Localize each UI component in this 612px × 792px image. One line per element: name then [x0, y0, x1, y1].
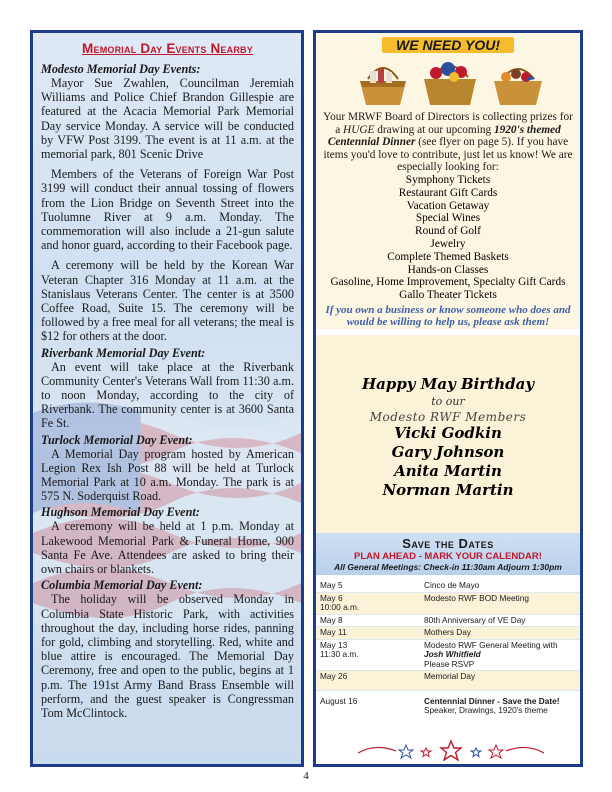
birthday-name: Norman Martin [382, 481, 514, 499]
paragraph: Members of the Veterans of Foreign War Post 3199 will conduct their annual tossing of flowers from the Lion Bridge on Seventh Street into the Tuolumne River at 9 a.m. Monday. The commemoration will also include a 21-gun salute and honor guard, according to their Facebook page. [41, 167, 294, 253]
table-row [316, 614, 580, 627]
list-item: Symphony Tickets [405, 173, 491, 186]
paragraph: A ceremony will be held at 1 p.m. Monday at Lakewood Memorial Park & Funeral Home, 900 Santa Fe Ave. Attendees are asked to bring their own chairs or blankets. [41, 519, 294, 577]
gift-basket-icon [320, 57, 582, 109]
table-row [316, 580, 580, 592]
we-need-you-section [316, 33, 580, 329]
event-name: Mothers Day [424, 627, 472, 637]
right-panel [313, 30, 583, 767]
gift-baskets-image [320, 57, 576, 109]
birthday-title: Happy May Birthday [361, 375, 535, 393]
stars-decoration-icon [356, 739, 546, 761]
list-item: Gallo Theater Tickets [399, 289, 497, 302]
table-row [316, 671, 580, 691]
birthday-name: Anita Martin [394, 462, 502, 480]
section-heading-hughson: Hughson Memorial Day Event: [41, 505, 200, 520]
event-name: Modesto RWF BOD Meeting [424, 592, 529, 603]
paragraph: The holiday will be observed Monday in Columbia State Historic Park, with activities throughout the day, including horse rides, panning for gold, climbing and storytelling. Red, white and blue attire is encouraged. The Memorial Day Ceremony, free and open to the public, begins at 1 p.m. The 191st Army Band Brass Ensemble will perform, and the guest speaker is Congressman Tom McClintock. [41, 592, 294, 720]
business-ask: If you own a business or know someone who does and would be willing to help us, please ask them! [325, 303, 571, 328]
paragraph: A Memorial Day program hosted by American Legion Rex Ish Post 88 will be held at Turlock Memorial Park at 10 a.m. Monday. The park is at 575 N. Soderquist Road. [41, 446, 294, 504]
table-row [316, 639, 580, 671]
event-date: May 26 [320, 671, 348, 681]
event-date: May 5 [320, 580, 343, 590]
birthday-members: Modesto RWF Members [369, 410, 527, 424]
list-item: Vacation Getaway [406, 199, 490, 212]
list-item: Restaurant Gift Cards [398, 186, 498, 199]
event-name: Cinco de Mayo [424, 580, 480, 590]
meetings-note: All General Meetings: Check-in 11:30am Adjourn 1:30pm [334, 562, 562, 572]
list-item: Special Wines [415, 212, 481, 225]
event-date: May 13 11:30 a.m. [320, 639, 359, 659]
list-item: Complete Themed Baskets [387, 250, 509, 263]
save-dates-header [316, 533, 580, 575]
birthday-name: Vicki Godkin [394, 424, 502, 442]
section-heading-turlock: Turlock Memorial Day Event: [41, 432, 193, 447]
event-name: 80th Anniversary of VE Day [424, 614, 526, 625]
event-name: Modesto RWF General Meeting with Josh Whitfield Please RSVP [424, 639, 558, 669]
birthday-section [316, 335, 580, 533]
event-name: Centennial Dinner - Save the Date! Speaker, Drawings, 1920's theme [424, 695, 560, 715]
table-row [316, 690, 580, 717]
event-name: Memorial Day [424, 671, 476, 681]
birthday-name: Gary Johnson [391, 443, 505, 461]
list-item: Round of Golf [415, 225, 481, 238]
list-item: Gasoline, Home Improvement, Specialty Gift Cards [330, 276, 566, 289]
panel-title: Memorial Day Events Nearby [82, 41, 253, 56]
page-number: 4 [303, 770, 309, 782]
event-date: May 6 10:00 a.m. [320, 592, 360, 612]
memorial-day-panel [30, 30, 304, 767]
event-date: May 11 [320, 627, 347, 637]
paragraph: Mayor Sue Zwahlen, Councilman Jeremiah Williams and Police Chief Brandon Gillespie are featured at the Acacia Memorial Park Memorial Day service Monday. A service will be conducted by VFW Post 3199. The event is at 11 a.m. at the memorial park, 801 Scenic Drive [41, 76, 294, 162]
save-dates-title: Save the Dates [402, 536, 494, 551]
section-heading-modesto: Modesto Memorial Day Events: [41, 62, 201, 76]
table-row [316, 627, 580, 640]
section-heading-riverbank: Riverbank Memorial Day Event: [41, 345, 206, 360]
list-item: Jewelry [430, 237, 466, 250]
table-row [316, 592, 580, 614]
paragraph: A ceremony will be held by the Korean War Veteran Chapter 316 Monday at 11 a.m. at the Stanislaus Veterans Center. The center is at 3500 Coffee Road, Suite 15. The ceremony will be followed by a free meal for all veterans; the meal is $12 for others at the door. [41, 258, 294, 344]
wish-list [320, 174, 576, 302]
we-need-you-banner: WE NEED YOU! [382, 37, 514, 53]
section-heading-columbia: Columbia Memorial Day Event: [41, 578, 203, 593]
event-date: August 16 [320, 695, 358, 706]
event-date: May 8 [320, 614, 343, 625]
need-intro: Your MRWF Board of Directors is collecting prizes for a HUGE drawing at our upcoming 1920's themed Centennial Dinner (see flyer on page 5). If you have items you'd love to contribute, just let us know! We are especially looking for: [323, 111, 573, 174]
events-table [316, 580, 580, 717]
plan-ahead-text: PLAN AHEAD - MARK YOUR CALENDAR! [354, 551, 542, 562]
paragraph: An event will take place at the Riverbank Community Center's Veterans Wall from 11:30 a.m. to noon Monday, according to the city of Riverbank. The community center is at 3600 Santa Fe St. [41, 359, 294, 431]
save-the-dates-section [316, 533, 580, 767]
birthday-to: to our [431, 395, 465, 408]
list-item: Hands-on Classes [407, 263, 489, 276]
